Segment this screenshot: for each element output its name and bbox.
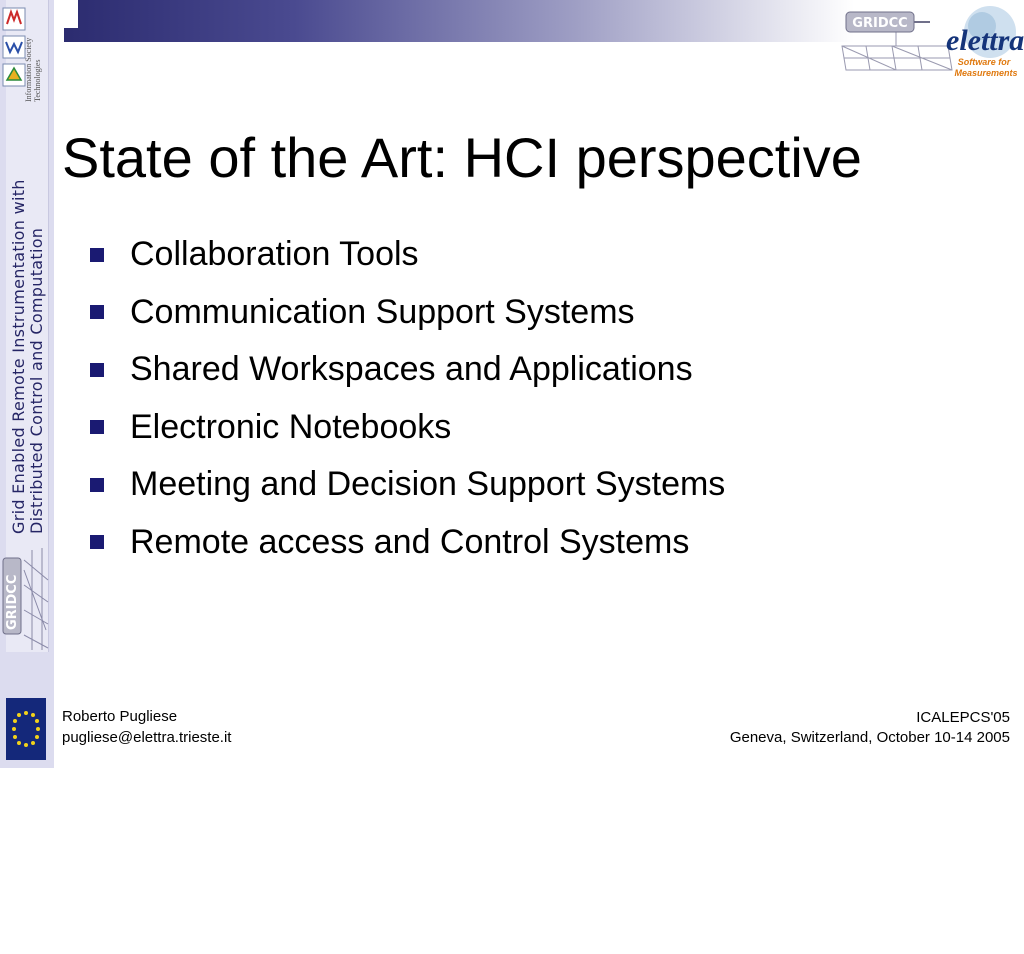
bullet-text: Shared Workspaces and Applications (130, 350, 693, 389)
ist-caption (24, 6, 46, 102)
top-bar-notch-lower (54, 28, 64, 42)
slide-title: State of the Art: HCI perspective (62, 126, 862, 189)
vertical-title-line1: Grid Enabled Remote Instrumentation with (9, 179, 28, 534)
gridcc-vertical-text: GRIDCC (5, 574, 20, 630)
footer-author: Roberto Pugliese (62, 708, 178, 725)
bullet-text: Meeting and Decision Support Systems (130, 465, 726, 504)
left-sidebar-band (0, 0, 54, 768)
square-bullet-icon (90, 420, 104, 434)
ist-caption-line2: Technologies (33, 59, 42, 102)
footer-venue: Geneva, Switzerland, October 10-14 2005 (729, 729, 1010, 746)
footer-author-block (62, 706, 231, 748)
bullet-item (86, 456, 725, 514)
top-gradient-bar (54, 0, 854, 42)
top-bar-notch (54, 0, 78, 28)
gridcc-logo (836, 8, 956, 76)
square-bullet-icon (90, 478, 104, 492)
square-bullet-icon (90, 248, 104, 262)
footer-email: pugliese@elettra.trieste.it (62, 729, 232, 746)
elettra-logo-text: elettra (946, 24, 1024, 57)
eu-flag-icon (6, 698, 46, 760)
elettra-tagline-2: Measurements (954, 68, 1018, 78)
bullet-item (86, 399, 725, 457)
square-bullet-icon (90, 535, 104, 549)
square-bullet-icon (90, 363, 104, 377)
gridcc-vertical-logo (2, 540, 50, 652)
bullet-text: Communication Support Systems (130, 292, 635, 331)
footer-conference: ICALEPCS'05 (916, 709, 1010, 726)
bullet-item (86, 514, 725, 572)
vertical-title-line2: Distributed Control and Computation (27, 227, 46, 534)
bullet-list (86, 226, 725, 571)
bullet-text: Collaboration Tools (130, 235, 419, 274)
square-bullet-icon (90, 305, 104, 319)
bullet-text: Remote access and Control Systems (130, 522, 690, 561)
elettra-logo (942, 2, 1024, 80)
bullet-item (86, 341, 725, 399)
footer-conference-block (730, 708, 1010, 748)
ist-caption-line1: Information Society (24, 37, 33, 102)
gridcc-logo-text: GRIDCC (852, 16, 908, 31)
bullet-item (86, 284, 725, 342)
bullet-text: Electronic Notebooks (130, 407, 452, 446)
elettra-tagline-1: Software for (957, 57, 1011, 67)
bullet-item (86, 226, 725, 284)
